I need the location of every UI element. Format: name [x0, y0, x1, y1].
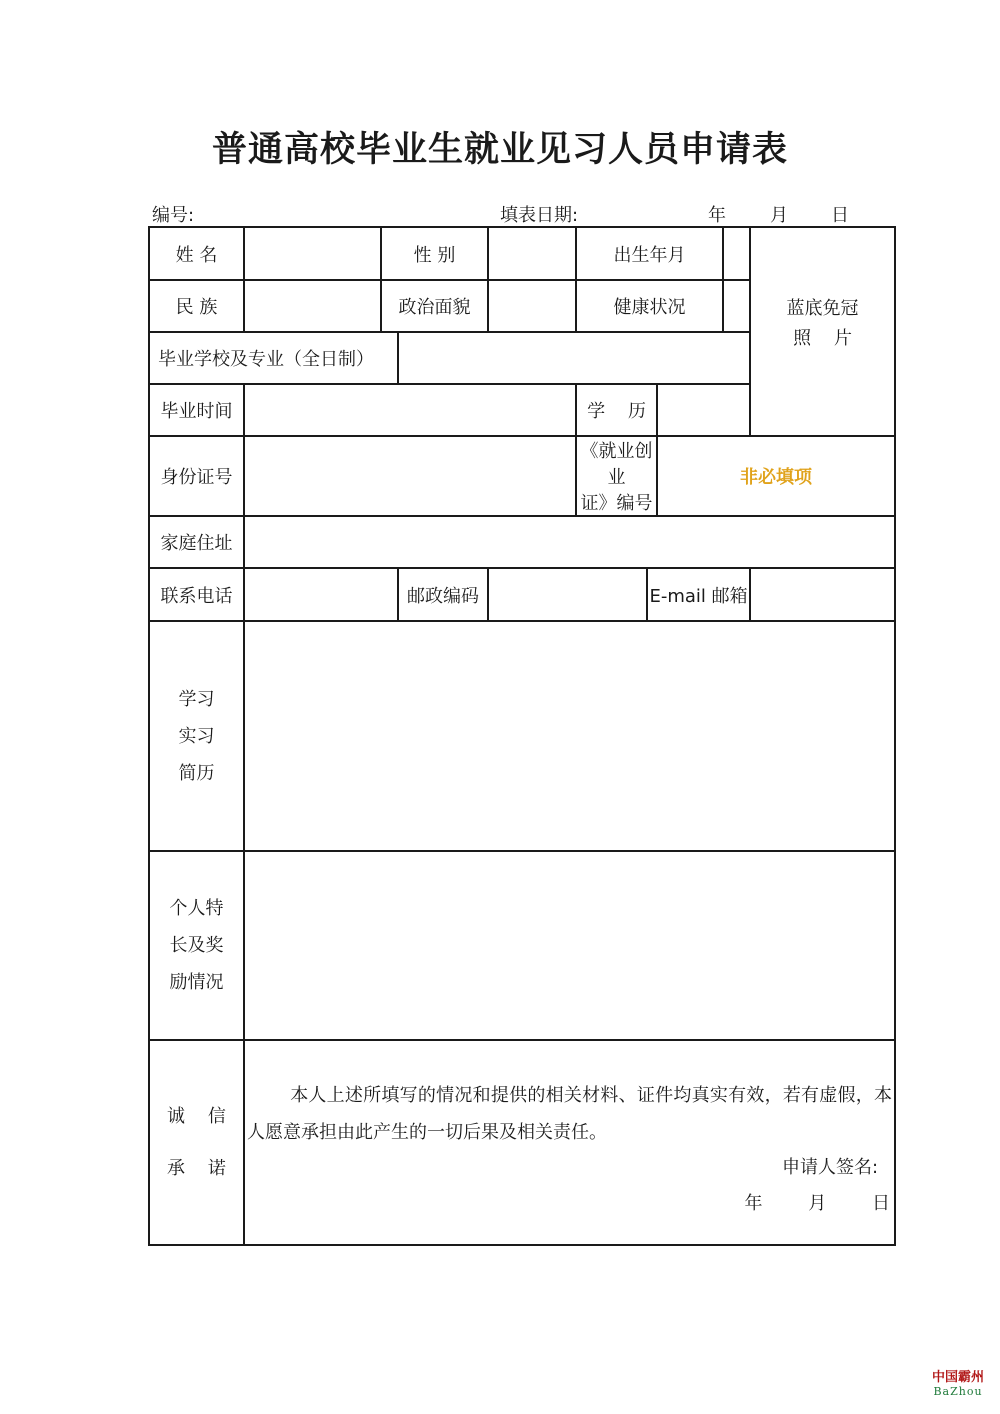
- form-title: 普通高校毕业生就业见习人员申请表: [211, 130, 788, 170]
- specialties-label: [149, 851, 244, 1040]
- pledge-cell: [244, 1040, 895, 1245]
- ethnicity-input[interactable]: [244, 280, 381, 332]
- birth-label: 出生年月: [576, 227, 723, 280]
- photo-label-line1: 蓝底免冠: [786, 297, 859, 319]
- specialties-input[interactable]: [244, 851, 895, 1040]
- address-input[interactable]: [244, 516, 895, 568]
- fill-date-month: 月: [770, 205, 788, 226]
- optional-note: 非必填项: [740, 467, 813, 488]
- health-label: 健康状况: [576, 280, 723, 332]
- postal-code-label: 邮政编码: [398, 568, 488, 621]
- fill-date-day: 日: [831, 205, 849, 226]
- phone-label: 联系电话: [149, 568, 244, 621]
- resume-label-line1: 学习: [178, 688, 215, 710]
- watermark-bottom: BaZhou: [933, 1385, 983, 1398]
- id-number-label: 身份证号: [149, 436, 244, 516]
- integrity-label: [149, 1040, 244, 1245]
- employment-cert-label: [576, 436, 657, 516]
- political-status-input[interactable]: [488, 280, 576, 332]
- address-label: 家庭住址: [149, 516, 244, 568]
- employment-cert-line2: 证》编号: [580, 493, 653, 514]
- signature-label[interactable]: 申请人签名:: [781, 1157, 879, 1178]
- political-status-label: 政治面貌: [381, 280, 488, 332]
- integrity-label-line1: 诚 信: [167, 1105, 226, 1127]
- employment-cert-input[interactable]: [657, 436, 895, 516]
- birth-input[interactable]: [723, 227, 750, 280]
- photo-box[interactable]: [750, 227, 895, 436]
- gender-input[interactable]: [488, 227, 576, 280]
- ethnicity-label: 民 族: [149, 280, 244, 332]
- email-input[interactable]: [750, 568, 895, 621]
- employment-cert-line1: 《就业创业: [580, 441, 653, 488]
- graduation-time-label: 毕业时间: [149, 384, 244, 436]
- name-input[interactable]: [244, 227, 381, 280]
- number-label: 编号:: [152, 205, 195, 226]
- pledge-date: 年 月 日: [744, 1193, 891, 1214]
- specialties-label-line2: 长及奖: [169, 935, 224, 956]
- school-major-input[interactable]: [398, 332, 750, 384]
- resume-input[interactable]: [244, 621, 895, 851]
- specialties-label-line3: 励情况: [169, 972, 224, 993]
- application-form-table: [148, 226, 896, 1246]
- school-major-label: 毕业学校及专业（全日制）: [149, 332, 398, 384]
- fill-date-label: 填表日期:: [500, 205, 579, 226]
- fill-date-year: 年: [708, 205, 726, 226]
- graduation-time-input[interactable]: [244, 384, 576, 436]
- postal-code-input[interactable]: [488, 568, 647, 621]
- health-input[interactable]: [723, 280, 750, 332]
- integrity-label-line2: 承 诺: [167, 1157, 226, 1179]
- resume-label-line2: 实习: [178, 725, 215, 747]
- resume-label-line3: 简历: [178, 762, 215, 784]
- name-label: 姓 名: [149, 227, 244, 280]
- watermark-logo: [925, 1366, 991, 1398]
- resume-label: [149, 621, 244, 851]
- education-label: 学 历: [576, 384, 657, 436]
- gender-label: 性 别: [381, 227, 488, 280]
- pledge-text: 本人上述所填写的情况和提供的相关材料、证件均真实有效，若有虚假，本人愿意承担由此产生的一切后果及相关责任。: [247, 1085, 893, 1143]
- phone-input[interactable]: [244, 568, 398, 621]
- education-input[interactable]: [657, 384, 750, 436]
- photo-label-line2: 照 片: [793, 327, 852, 349]
- email-label: E-mail 邮箱: [647, 568, 750, 621]
- specialties-label-line1: 个人特: [169, 898, 224, 919]
- id-number-input[interactable]: [244, 436, 576, 516]
- watermark-top: 中国霸州: [931, 1370, 984, 1385]
